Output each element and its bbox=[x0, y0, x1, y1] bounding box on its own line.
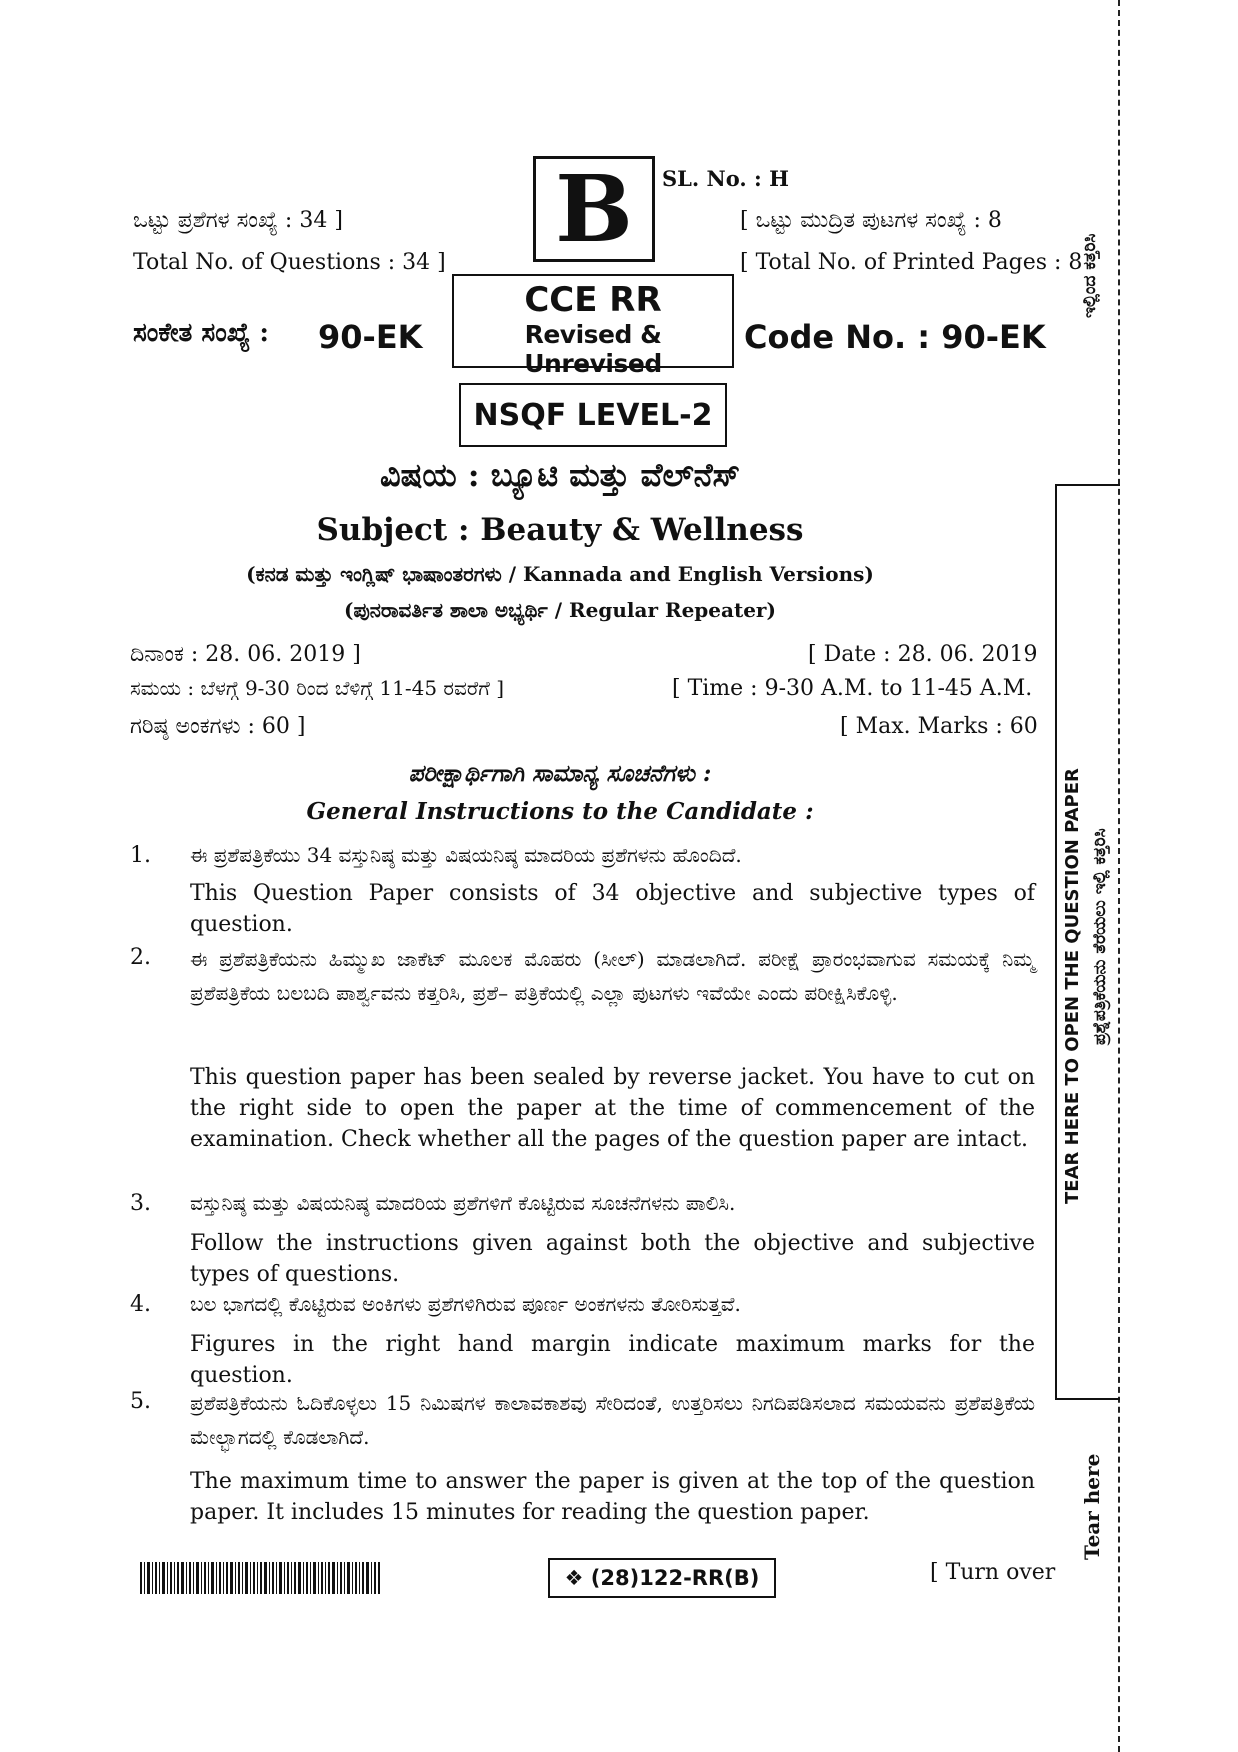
date-en: [ Date : 28. 06. 2019 bbox=[808, 642, 1038, 667]
cce-subtitle: Revised & Unrevised bbox=[524, 320, 662, 378]
code-number-en: Code No. : 90-EK bbox=[744, 318, 1046, 356]
instruction-kn: ಈ ಪ್ರಶೆಪತ್ರಿಕೆಯನು ಹಿಮ್ಮುಖ ಜಾಕೆಟ್ ಮೂಲಕ ಮೊಹರು (ಸೀಲ್) ಮಾಡಲಾಗಿದೆ. ಪರೀಕ್ಷೆ ಪ್ರಾರಂಭವಾಗುವ ಸಮಯಕ್ಕೆ ನಿಮ್ಮ ಪ್ರಶೆಪತ್ರಿಕೆಯ ಬಲಬದಿ ಪಾರ್ಶ್ವವನು ಕತ್ತರಿಸಿ, ಪ್ರಶೆ– ಪತ್ರಿಕೆಯಲ್ಲಿ ಎಲ್ಲಾ ಪುಟಗಳು ಇವೆಯೇ ಎಂದು ಪರೀಕ್ಷಿಸಿಕೊಳ್ಳಿ. bbox=[190, 947, 1035, 1005]
instruction-kn: ಬಲ ಭಾಗದಲ್ಲಿ ಕೊಟ್ಟಿರುವ ಅಂಕಿಗಳು ಪ್ರಶೆಗಳಿಗಿರುವ ಪೂರ್ಣ ಅಂಕಗಳನು ತೋರಿಸುತ್ತವೆ. bbox=[190, 1292, 741, 1316]
instruction-item-5 bbox=[130, 1386, 1040, 1526]
instruction-item-2 bbox=[130, 942, 1040, 1187]
serial-number: SL. No. : H bbox=[662, 166, 789, 191]
barcode-image bbox=[140, 1562, 380, 1594]
instruction-item-3 bbox=[130, 1188, 1040, 1287]
instructions-heading-en: General Instructions to the Candidate : bbox=[306, 798, 814, 825]
date-kn: ದಿನಾಂಕ : 28. 06. 2019 ] bbox=[130, 642, 361, 667]
version-letter-box bbox=[533, 156, 655, 262]
code-value-kn: 90-EK bbox=[318, 318, 423, 356]
instruction-number: 1. bbox=[130, 843, 151, 868]
nsqf-level: NSQF LEVEL-2 bbox=[473, 397, 713, 433]
turn-over: [ Turn over bbox=[930, 1560, 1056, 1585]
subject-en: Subject : Beauty & Wellness bbox=[316, 512, 804, 548]
code-label-kn: ಸಂಕೇತ ಸಂಖ್ಯೆ : bbox=[133, 318, 269, 348]
paper-code: ❖ (28)122-RR(B) bbox=[564, 1566, 760, 1590]
total-pages-kn: [ ಒಟ್ಟು ಮುದ್ರಿತ ಪುಟಗಳ ಸಂಖ್ಯೆ : 8 bbox=[740, 208, 1002, 233]
repeater-line: (ಪುನರಾವರ್ತಿತ ಶಾಲಾ ಅಭ್ಯರ್ಥಿ / Regular Repeater) bbox=[344, 598, 776, 622]
tear-here-label: Tear here bbox=[1080, 1453, 1104, 1560]
time-kn: ಸಮಯ : ಬೆಳಗ್ಗೆ 9-30 ರಿಂದ ಬೆಳಿಗ್ಗೆ 11-45 ರವರೆಗೆ ] bbox=[130, 676, 505, 700]
time-en: [ Time : 9-30 A.M. to 11-45 A.M. bbox=[672, 676, 1033, 701]
marks-kn: ಗರಿಷ್ಠ ಅಂಕಗಳು : 60 ] bbox=[130, 714, 306, 739]
instructions-heading-kn: ಪರೀಕ್ಷಾರ್ಥಿಗಾಗಿ ಸಾಮಾನ್ಯ ಸೂಚನೆಗಳು : bbox=[408, 760, 712, 787]
cce-title: CCE RR bbox=[524, 280, 662, 320]
total-questions-en: Total No. of Questions : 34 ] bbox=[133, 250, 446, 275]
instruction-item-4 bbox=[130, 1289, 1040, 1388]
instruction-en: Figures in the right hand margin indicate maximum marks for the question. bbox=[190, 1332, 1035, 1388]
subject-kn: ವಿಷಯ : ಬ್ಯೂಟಿ ಮತ್ತು ವೆಲ್‌ನೆಸ್ bbox=[379, 456, 741, 494]
instruction-number: 3. bbox=[130, 1191, 151, 1216]
total-questions-kn: ಒಟ್ಟು ಪ್ರಶೆಗಳ ಸಂಖ್ಯೆ : 34 ] bbox=[133, 208, 343, 233]
instruction-en: The maximum time to answer the paper is given at the top of the question paper. It includes 15 minutes for reading the question paper. bbox=[190, 1469, 1035, 1525]
nsqf-level-box bbox=[459, 383, 727, 447]
instruction-kn: ವಸ್ತುನಿಷ್ಠ ಮತ್ತು ವಿಷಯನಿಷ್ಠ ಮಾದರಿಯ ಪ್ರಶೆಗಳಿಗೆ ಕೊಟ್ಟಿರುವ ಸೂಚನೆಗಳನು ಪಾಲಿಸಿ. bbox=[190, 1191, 736, 1215]
instruction-number: 5. bbox=[130, 1389, 151, 1414]
instruction-en: This Question Paper consists of 34 objective and subjective types of question. bbox=[190, 881, 1035, 937]
instruction-number: 2. bbox=[130, 945, 151, 970]
marks-en: [ Max. Marks : 60 bbox=[840, 714, 1038, 739]
cce-rr-box bbox=[452, 274, 734, 378]
instruction-en: Follow the instructions given against both the objective and subjective types of questions. bbox=[190, 1231, 1035, 1287]
instruction-en: This question paper has been sealed by reverse jacket. You have to cut on the right side to open the paper at the time of commencement of the examination. Check whether all the pages of the question paper are intact. bbox=[190, 1065, 1035, 1152]
paper-code-box bbox=[548, 1558, 776, 1598]
total-pages-en: [ Total No. of Printed Pages : 8 bbox=[740, 250, 1083, 275]
tear-instruction-kn: ಪ್ರಶ್ನೆಪತ್ರಿಕೆಯನು ತೆರೆಯಲು ಇಲ್ಲಿ ಕತ್ತರಿಸಿ bbox=[1090, 828, 1110, 1045]
version-letter: B bbox=[555, 155, 633, 263]
instruction-number: 4. bbox=[130, 1292, 151, 1317]
instruction-kn: ಈ ಪ್ರಶೆಪತ್ರಿಕೆಯು 34 ವಸ್ತುನಿಷ್ಠ ಮತ್ತು ವಿಷಯನಿಷ್ಠ ಮಾದರಿಯ ಪ್ರಶೆಗಳನು ಹೊಂದಿದೆ. bbox=[190, 843, 742, 867]
versions-line: (ಕನಡ ಮತ್ತು ಇಂಗ್ಲಿಷ್ ಭಾಷಾಂತರಗಳು / Kannada and English Versions) bbox=[246, 562, 874, 586]
tear-top-kn: ಇಲ್ಲಿಂದ ಕತ್ತರಿಸಿ bbox=[1080, 233, 1100, 318]
tear-instruction-en: TEAR HERE TO OPEN THE QUESTION PAPER bbox=[1062, 768, 1083, 1204]
instruction-kn: ಪ್ರಶೆಪತ್ರಿಕೆಯನು ಓದಿಕೊಳ್ಳಲು 15 ನಿಮಿಷಗಳ ಕಾಲಾವಕಾಶವು ಸೇರಿದಂತೆ, ಉತ್ತರಿಸಲು ನಿಗದಿಪಡಿಸಲಾದ ಸಮಯವನು ಪ್ರಶೆಪತ್ರಿಕೆಯ ಮೇಲ್ಭಾಗದಲ್ಲಿ ಕೊಡಲಾಗಿದೆ. bbox=[190, 1391, 1035, 1449]
